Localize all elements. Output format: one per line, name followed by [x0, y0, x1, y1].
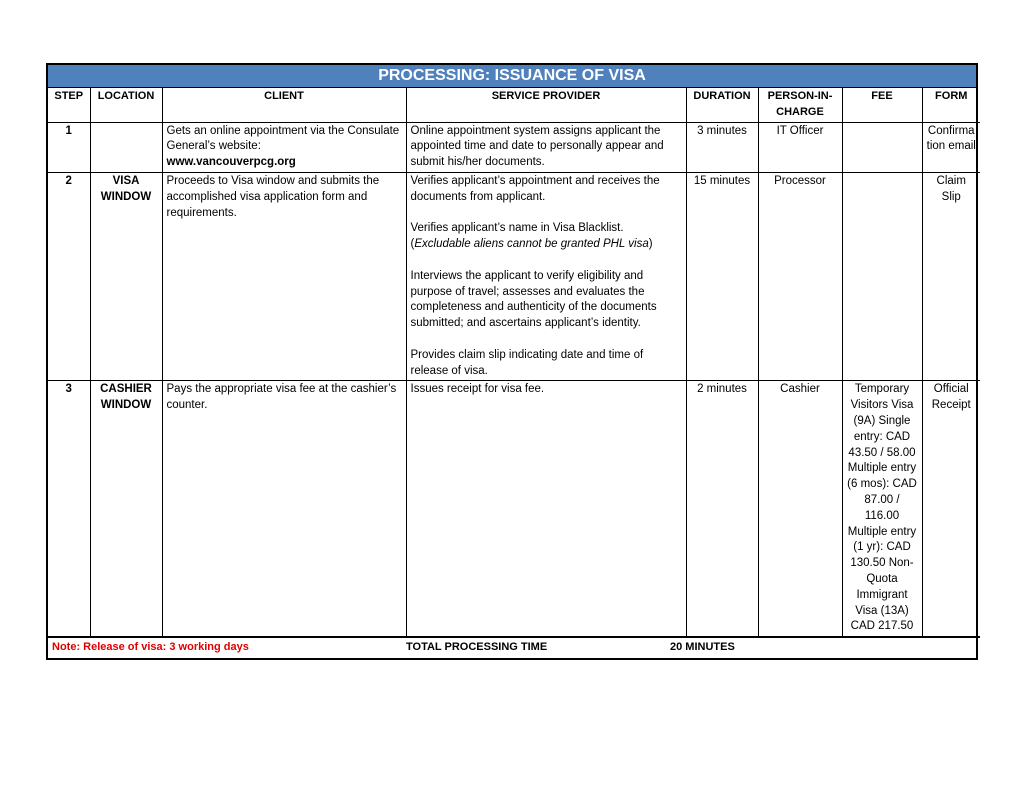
process-table-sheet	[46, 63, 978, 660]
form-cell: Confirmation email	[922, 122, 980, 172]
provider-text: Verifies applicant’s appointment and receives the documents from applicant.	[410, 174, 660, 203]
header-client: CLIENT	[162, 88, 406, 122]
table-row	[48, 122, 980, 172]
header-row	[48, 88, 980, 122]
header-location: LOCATION	[90, 88, 162, 122]
person-cell: IT Officer	[758, 122, 842, 172]
provider-text: Issues receipt for visa fee.	[410, 383, 545, 396]
location-cell	[90, 122, 162, 172]
provider-text-block: Verifies applicant’s name in Visa Blacklist. (Excludable aliens cannot be granted PHL visa)	[410, 222, 653, 251]
client-cell: Proceeds to Visa window and submits the accomplished visa application form and requirements.	[162, 172, 406, 380]
header-step: STEP	[48, 88, 90, 122]
provider-text: Online appointment system assigns applicant the appointed time and date to personally appear and submit his/her documents.	[410, 124, 664, 169]
duration-cell: 3 minutes	[686, 122, 758, 172]
provider-italic-note: Excludable aliens cannot be granted PHL visa	[414, 238, 649, 251]
provider-cell	[406, 172, 686, 380]
step-number: 2	[48, 172, 90, 380]
duration-cell: 2 minutes	[686, 381, 758, 637]
fee-cell: Temporary Visitors Visa (9A) Single entry: CAD 43.50 / 58.00 Multiple entry (6 mos): CAD 87.00 / 116.00 Multiple entry (1 yr): CAD 130.50 Non-Quota Immigrant Visa (13A) CAD 217.50	[842, 381, 922, 637]
client-text: Gets an online appointment via the Consulate General’s website:	[166, 124, 400, 153]
person-cell: Processor	[758, 172, 842, 380]
table-row	[48, 172, 980, 380]
provider-text: Interviews the applicant to verify eligibility and purpose of travel; assesses and evaluates the completeness and authenticity of the documents submitted; and ascertains applicant’s identity.	[410, 269, 657, 330]
provider-text: Provides claim slip indicating date and time of release of visa.	[410, 348, 644, 377]
header-duration: DURATION	[686, 88, 758, 122]
process-table	[48, 88, 980, 658]
client-cell: Pays the appropriate visa fee at the cashier’s counter.	[162, 381, 406, 637]
header-service-provider: SERVICE PROVIDER	[406, 88, 686, 122]
location-cell: VISA WINDOW	[90, 172, 162, 380]
provider-text: Verifies applicant’s name in Visa Blacklist.	[410, 222, 624, 235]
total-processing-value: 20 MINUTES	[670, 637, 892, 658]
form-cell: Claim Slip	[922, 172, 980, 380]
provider-cell	[406, 122, 686, 172]
fee-cell	[842, 172, 922, 380]
table-row	[48, 381, 980, 637]
form-cell: Official Receipt	[922, 381, 980, 637]
duration-cell: 15 minutes	[686, 172, 758, 380]
total-processing-label: TOTAL PROCESSING TIME	[406, 637, 758, 658]
location-cell: CASHIER WINDOW	[90, 381, 162, 637]
provider-cell	[406, 381, 686, 637]
website-link[interactable]: www.vancouverpcg.org	[166, 156, 296, 169]
person-cell: Cashier	[758, 381, 842, 637]
header-person-in-charge: PERSON-IN-CHARGE	[758, 88, 842, 122]
footer-row	[48, 637, 980, 658]
client-cell	[162, 122, 406, 172]
header-fee: FEE	[842, 88, 922, 122]
table-title: PROCESSING: ISSUANCE OF VISA	[48, 65, 976, 88]
header-form: FORM	[922, 88, 980, 122]
fee-cell	[842, 122, 922, 172]
step-number: 3	[48, 381, 90, 637]
step-number: 1	[48, 122, 90, 172]
release-note: Note: Release of visa: 3 working days	[48, 637, 406, 658]
